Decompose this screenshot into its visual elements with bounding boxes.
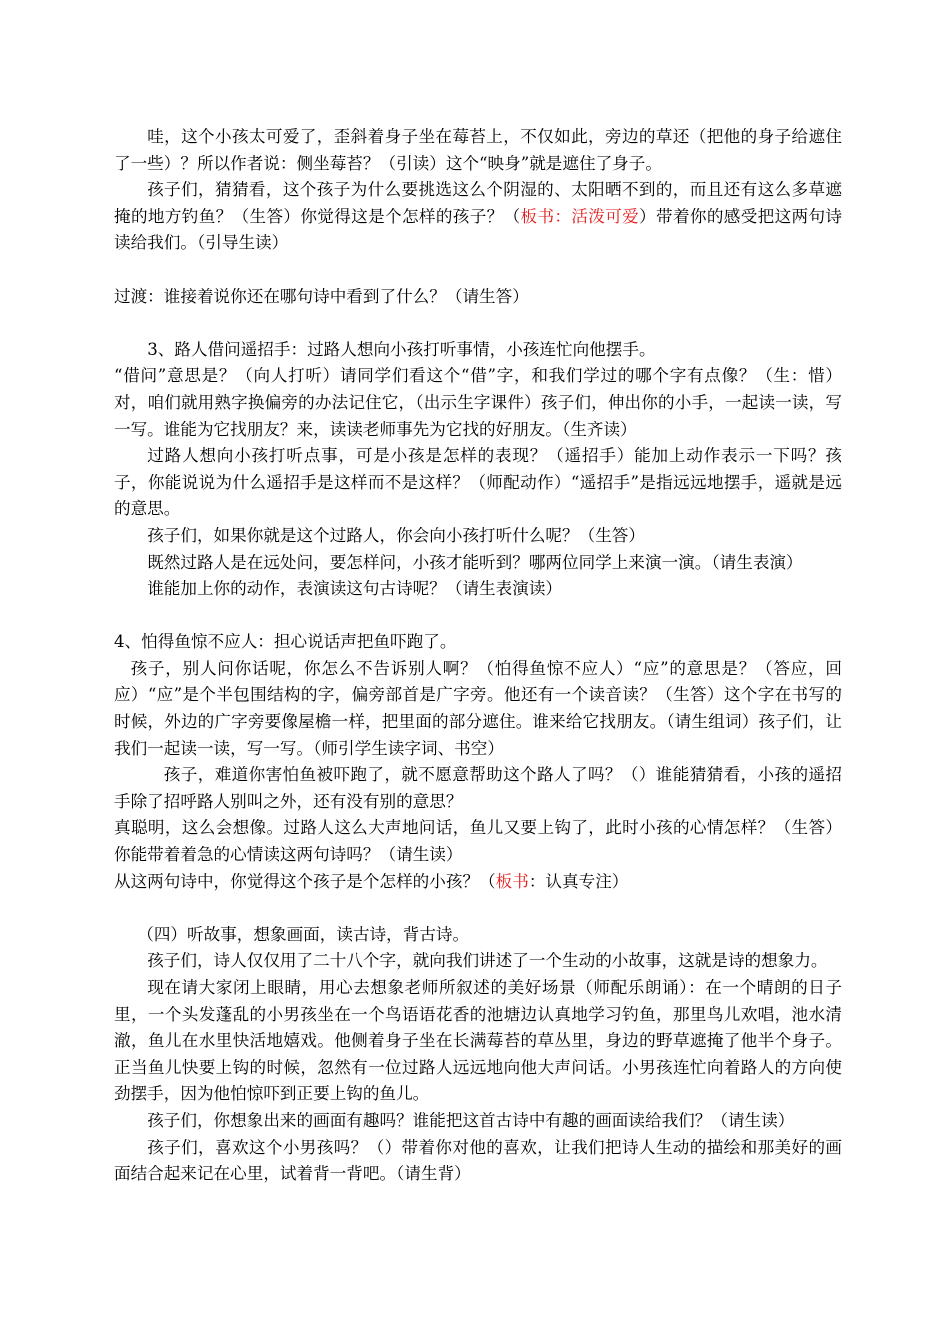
blank-line	[114, 895, 842, 922]
paragraph-story-scene: 现在请大家闭上眼睛，用心去想象老师所叙述的美好场景（师配乐朗诵）：在一个晴朗的日子里，一个头发蓬乱的小男孩坐在一个鸟语语花香的池塘边认真地学习钓鱼，那里鸟儿欢唱，池水清澈，鱼儿在水里快活地嬉戏。他侧着身子坐在长满莓苔的草丛里，身边的野草遮掩了他半个身子。正当鱼儿快要上钩的时候，忽然有一位过路人远远地向他大声问话。小男孩连忙向着路人的方向使劲摆手，因为他怕惊吓到正要上钩的鱼儿。	[114, 978, 842, 1104]
paragraph-wave-hand: 过路人想向小孩打听点事，可是小孩是怎样的表现？（遥招手）能加上动作表示一下吗？孩子，你能说说为什么遥招手是这样而不是这样？（师配动作）“遥招手”是指远远地摆手，遥就是远的意思。	[114, 446, 842, 519]
section-heading-four: （四）听故事，想象画面，读古诗，背古诗。	[137, 924, 470, 944]
paragraph-focused-child-text-b: ：认真专注）	[528, 871, 629, 891]
paragraph-afraid-fish: 孩子，难道你害怕鱼被吓跑了，就不愿意帮助这个路人了吗？（）谁能猜猜看，小孩的遥招手除了招呼路人别叫之外，还有没有别的意思？	[114, 765, 842, 811]
paragraph-imagination: 孩子们，诗人仅仅用了二十八个字，就向我们讲述了一个生动的小故事，这就是诗的想象力。	[147, 951, 828, 971]
paragraph-focused-child-text-a: 从这两句诗中，你觉得这个孩子是个怎样的小孩？（	[114, 871, 496, 891]
paragraph-smart: 真聪明，这么会想像。过路人这么大声地问话，鱼儿又要上钩了，此时小孩的心情怎样？（生答）你能带着着急的心情读这两句诗吗？（请生读）	[114, 818, 842, 865]
paragraph-guess-why-text-a: 孩子们，猜猜看，这个孩子为什么要挑选这么个阴湿的、太阳晒不到的，而且还有这么多草遮掩的地方钓鱼？（生答）你觉得这是个怎样的孩子？（	[114, 180, 842, 226]
blank-line	[114, 257, 842, 284]
section-heading-4: 4、怕得鱼惊不应人：担心说话声把鱼吓跑了。	[114, 632, 457, 652]
paragraph-recite: 孩子们，喜欢这个小男孩吗？（）带着你对他的喜欢，让我们把诗人生动的描绘和那美好的画面结合起来记在心里，试着背一背吧。（请生背）	[114, 1137, 842, 1184]
paragraph-focused-child	[114, 869, 842, 896]
paragraph-act-out: 既然过路人是在远处问，要怎样问，小孩才能听到？哪两位同学上来演一演。（请生表演）	[147, 552, 803, 572]
paragraph-ying-character: 孩子，别人问你话呢，你怎么不告诉别人啊？（怕得鱼惊不应人）“应”的意思是？（答应，回应）“应”是个半包围结构的字，偏旁部首是广字旁。他还有一个读音读？（生答）这个字在书写的时候，外边的广字旁要像屋檐一样，把里面的部分遮住。谁来给它找朋友。（请生组词）孩子们，让我们一起读一读，写一写。（师引学生读字词、书空）	[114, 658, 842, 758]
blank-line	[114, 310, 842, 337]
paragraph-fun-picture: 孩子们，你想象出来的画面有趣吗？谁能把这首古诗中有趣的画面读给我们？（请生读）	[147, 1110, 795, 1130]
board-note-label: 板书	[495, 871, 529, 891]
section-heading-3: 3、路人借问遥招手：过路人想向小孩打听事情，小孩连忙向他摆手。	[147, 339, 656, 359]
paragraph-cute-boy: 哇，这个小孩太可爱了，歪斜着身子坐在莓苔上，不仅如此，旁边的草还（把他的身子给遮住了一些）？所以作者说：侧坐莓苔？（引读）这个“映身”就是遮住了身子。	[114, 127, 842, 173]
paragraph-jiewen-meaning: “借问”意思是？（向人打听）请同学们看这个“借”字，和我们学过的哪个字有点像？（生：惜）对，咱们就用熟字换偏旁的办法记住它，（出示生字课件）孩子们，伸出你的小手，一起读一读，写一写。谁能为它找朋友？来，读读老师事先为它找的好朋友。（生齐读）	[114, 366, 842, 439]
blank-line	[114, 603, 842, 630]
document-page	[114, 124, 842, 1188]
paragraph-guess-why-text-b: ）带着你的感受把这两句诗读给我们。（引导生读）	[114, 206, 843, 253]
board-note-lively-cute: 板书：活泼可爱	[520, 206, 640, 226]
paragraph-transition: 过渡：谁接着说你还在哪句诗中看到了什么？（请生答）	[114, 286, 529, 306]
paragraph-if-passerby: 孩子们，如果你就是这个过路人，你会向小孩打听什么呢？（生答）	[147, 525, 645, 545]
paragraph-perform-read: 谁能加上你的动作，表演读这句古诗呢？（请生表演读）	[147, 579, 563, 599]
paragraph-guess-why	[114, 177, 842, 257]
